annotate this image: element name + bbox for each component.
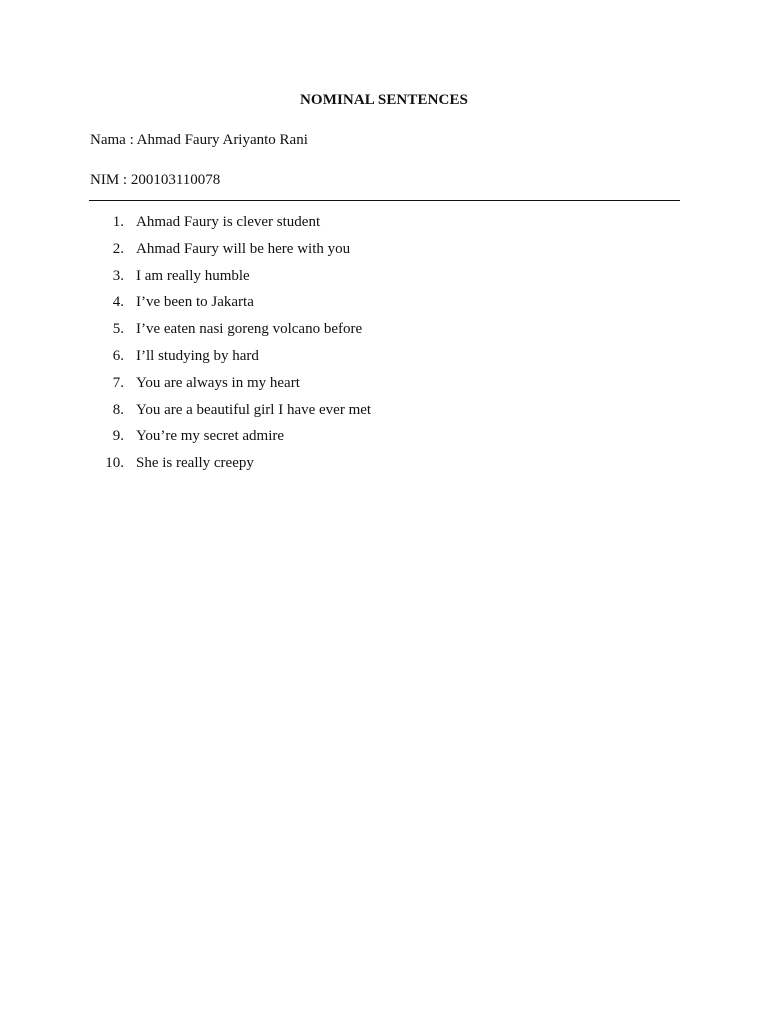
- list-item-number: 7.: [112, 374, 124, 391]
- student-name: Nama : Ahmad Faury Ariyanto Rani: [90, 132, 308, 148]
- list-item-text: You are a beautiful girl I have ever met: [136, 401, 372, 418]
- student-nim: NIM : 200103110078: [90, 172, 221, 188]
- list-item-number: 5.: [112, 321, 124, 338]
- list-item-text: She is really creepy: [136, 455, 254, 472]
- horizontal-rule: [89, 200, 680, 201]
- list-item-text: I’ll studying by hard: [136, 347, 259, 364]
- list-item-text: You’re my secret admire: [136, 428, 285, 445]
- list-item-number: 10.: [105, 455, 124, 472]
- document-title: NOMINAL SENTENCES: [300, 92, 468, 108]
- list-item-number: 2.: [112, 240, 124, 257]
- list-item-text: Ahmad Faury is clever student: [136, 214, 321, 230]
- list-item-number: 8.: [112, 401, 124, 418]
- list-item-text: You are always in my heart: [136, 374, 300, 391]
- list-item-text: I’ve eaten nasi goreng volcano before: [136, 321, 363, 338]
- list-item-number: 4.: [112, 294, 124, 311]
- list-item-text: I’ve been to Jakarta: [136, 294, 254, 311]
- list-item-text: Ahmad Faury will be here with you: [136, 240, 351, 257]
- list-item-number: 3.: [112, 267, 124, 284]
- list-item-text: I am really humble: [136, 267, 250, 284]
- list-item-number: 1.: [112, 214, 124, 230]
- list-item-number: 9.: [112, 428, 124, 445]
- list-item-number: 6.: [112, 347, 124, 364]
